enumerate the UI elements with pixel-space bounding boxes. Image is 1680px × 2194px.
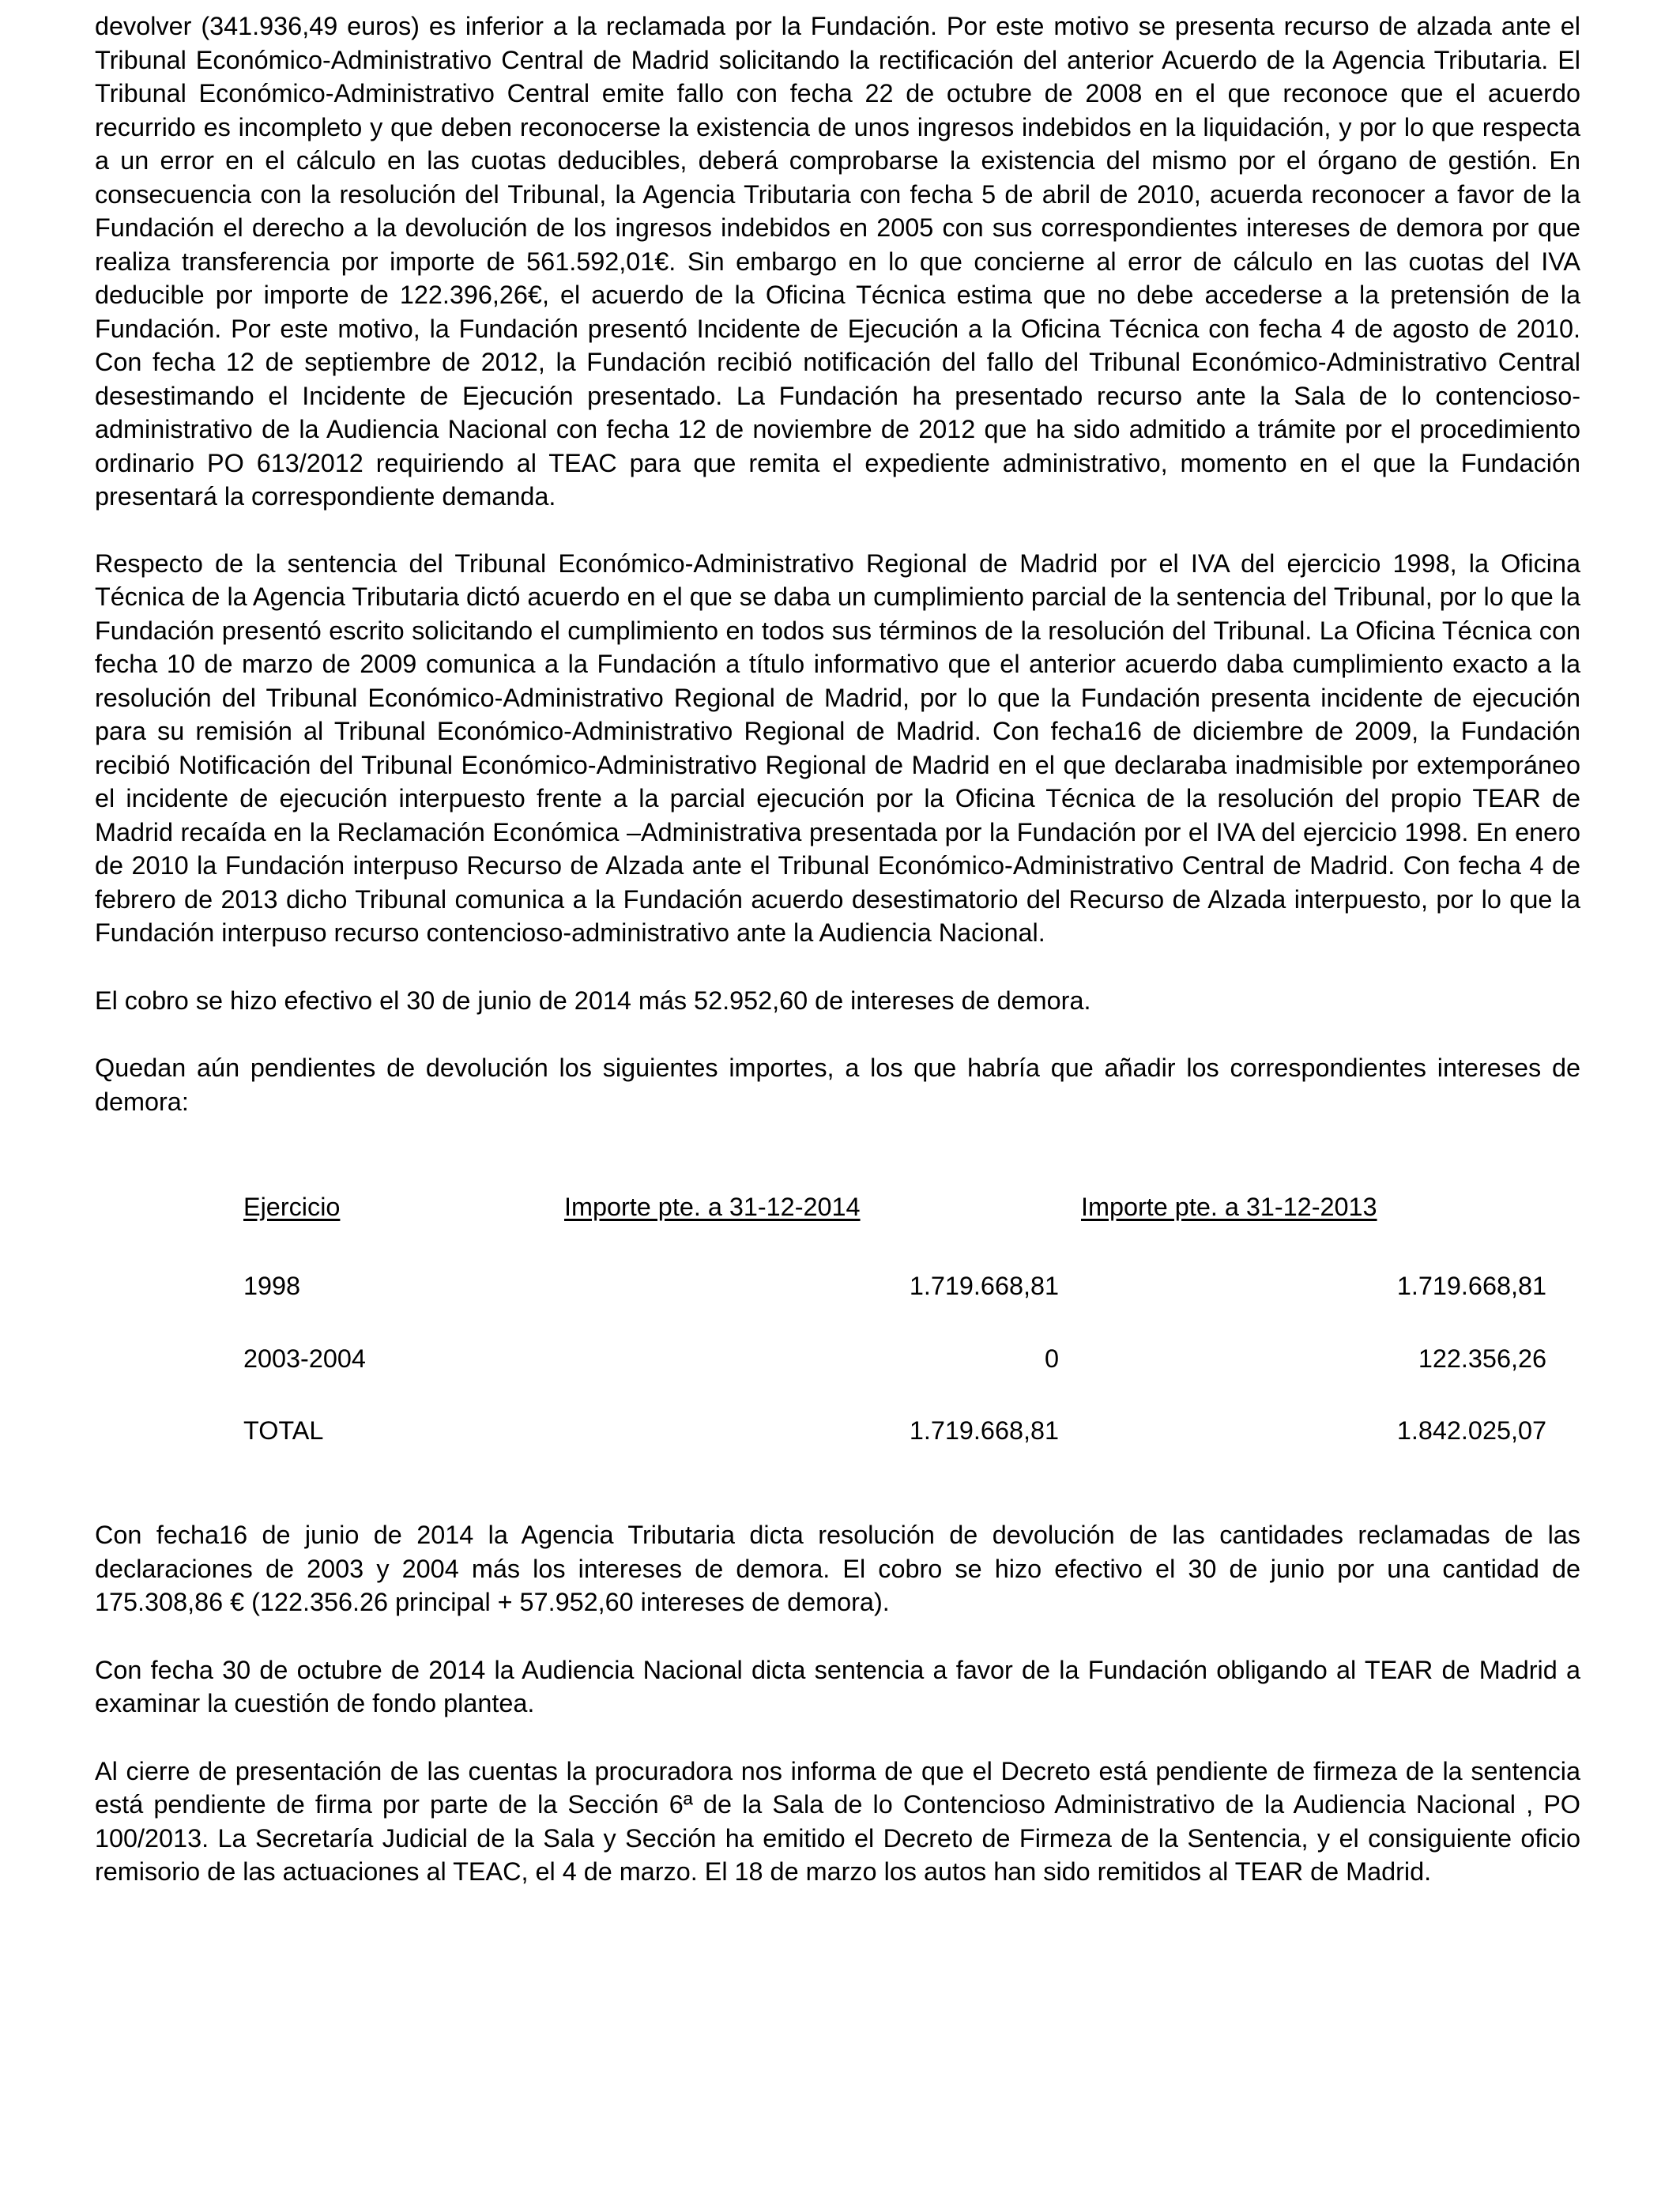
paragraph-audiencia-nacional: Con fecha 30 de octubre de 2014 la Audiencia Nacional dicta sentencia a favor de la Fundación obligando al TEAR de Madrid a examinar la cuestión de fondo plantea. [95,1655,1580,1717]
table-total-row [95,1413,1580,1448]
cell-total-2013: 1.842.025,07 [1396,1416,1546,1445]
document-page [95,9,1580,1889]
paragraph-cierre-cuentas: Al cierre de presentación de las cuentas la procuradora nos informa de que el Decreto está pendiente de firmeza de la sentencia está pendiente de firma por parte de la Sección 6ª de la Sala de lo Contencioso Administrativo de la Audiencia Nacional , PO 100/2013. La Secretaría Judicial de la Sala y Sección ha emitido el Decreto de Firmeza de la Sentencia, y el consiguiente oficio remisorio de las actuaciones al TEAC, el 4 de marzo. El 18 de marzo los autos han sido remitidos al TEAR de Madrid. [95,1756,1580,1886]
header-importe-2013: Importe pte. a 31-12-2013 [1081,1193,1377,1221]
cell-total-2014: 1.719.668,81 [909,1416,1059,1445]
cell-importe-2013: 1.719.668,81 [1396,1272,1546,1300]
paragraph-teac-2005: devolver (341.936,49 euros) es inferior a la reclamada por la Fundación. Por este motivo se presenta recurso de alzada ante el Tribunal Económico-Administrativo Central de Madrid solicitando la rectificación del anterior Acuerdo de la Agencia Tributaria. El Tribunal Económico-Administrativo Central emite fallo con fecha 22 de octubre de 2008 en el que reconoce que el acuerdo recurrido es incompleto y que deben reconocerse la existencia de unos ingresos indebidos en la liquidación, y por lo que respecta a un error en el cálculo en las cuotas deducibles, deberá comprobarse la existencia del mismo por el órgano de gestión. En consecuencia con la resolución del Tribunal, la Agencia Tributaria con fecha 5 de abril de 2010, acuerda reconocer a favor de la Fundación el derecho a la devolución de los ingresos indebidos en 2005 con sus correspondientes intereses de demora por que realiza transferencia por importe de 561.592,01€. Sin embargo en lo que concierne al error de cálculo en las cuotas del IVA deducible por importe de 122.396,26€, el acuerdo de la Oficina Técnica estima que no debe accederse a la pretensión de la Fundación. Por este motivo, la Fundación presentó Incidente de Ejecución a la Oficina Técnica con fecha 4 de agosto de 2010. Con fecha 12 de septiembre de 2012, la Fundación recibió notificación del fallo del Tribunal Económico-Administrativo Central desestimando el Incidente de Ejecución presentado. La Fundación ha presentado recurso ante la Sala de lo contencioso-administrativo de la Audiencia Nacional con fecha 12 de noviembre de 2012 que ha sido admitido a trámite por el procedimiento ordinario PO 613/2012 requiriendo al TEAC para que remita el expediente administrativo, momento en el que la Fundación presentará la correspondiente demanda. [95,12,1580,511]
importes-pendientes-table [95,1189,1580,1444]
paragraph-cobro-efectivo: El cobro se hizo efectivo el 30 de junio de 2014 más 52.952,60 de intereses de demora. [95,986,1091,1015]
table-header-row [95,1189,1580,1224]
cell-ejercicio: 1998 [243,1272,301,1300]
cell-importe-2014: 1.719.668,81 [909,1272,1059,1300]
paragraph-resolucion-2003-2004: Con fecha16 de junio de 2014 la Agencia Tributaria dicta resolución de devolución de las cantidades reclamadas de las declaraciones de 2003 y 2004 más los intereses de demora. El cobro se hizo efectivo el 30 de junio por una cantidad de 175.308,86 € (122.356.26 principal + 57.952,60 intereses de demora). [95,1521,1580,1616]
header-ejercicio: Ejercicio [243,1193,341,1221]
cell-importe-2013: 122.356,26 [1418,1344,1546,1373]
table-row [95,1341,1580,1376]
cell-importe-2014: 0 [1044,1344,1059,1373]
cell-total-label: TOTAL [243,1416,324,1445]
paragraph-pendientes-intro: Quedan aún pendientes de devolución los siguientes importes, a los que habría que añadir los correspondientes intereses de demora: [95,1054,1580,1116]
table-row [95,1269,1580,1303]
header-importe-2014: Importe pte. a 31-12-2014 [564,1193,861,1221]
paragraph-tear-1998: Respecto de la sentencia del Tribunal Económico-Administrativo Regional de Madrid por el IVA del ejercicio 1998, la Oficina Técnica de la Agencia Tributaria dictó acuerdo en el que se daba un cumplimiento parcial de la sentencia del Tribunal, por lo que la Fundación presentó escrito solicitando el cumplimiento en todos sus términos de la resolución del Tribunal. La Oficina Técnica con fecha 10 de marzo de 2009 comunica a la Fundación a título informativo que el anterior acuerdo daba cumplimiento exacto a la resolución del Tribunal Económico-Administrativo Regional de Madrid, por lo que la Fundación presenta incidente de ejecución para su remisión al Tribunal Económico-Administrativo Regional de Madrid. Con fecha16 de diciembre de 2009, la Fundación recibió Notificación del Tribunal Económico-Administrativo Regional de Madrid en el que declaraba inadmisible por extemporáneo el incidente de ejecución interpuesto frente a la parcial ejecución por la Oficina Técnica de la resolución del propio TEAR de Madrid recaída en la Reclamación Económica –Administrativa presentada por la Fundación por el IVA del ejercicio 1998. En enero de 2010 la Fundación interpuso Recurso de Alzada ante el Tribunal Económico-Administrativo Central de Madrid. Con fecha 4 de febrero de 2013 dicho Tribunal comunica a la Fundación acuerdo desestimatorio del Recurso de Alzada interpuesto, por lo que la Fundación interpuso recurso contencioso-administrativo ante la Audiencia Nacional. [95,548,1580,947]
cell-ejercicio: 2003-2004 [243,1344,366,1373]
